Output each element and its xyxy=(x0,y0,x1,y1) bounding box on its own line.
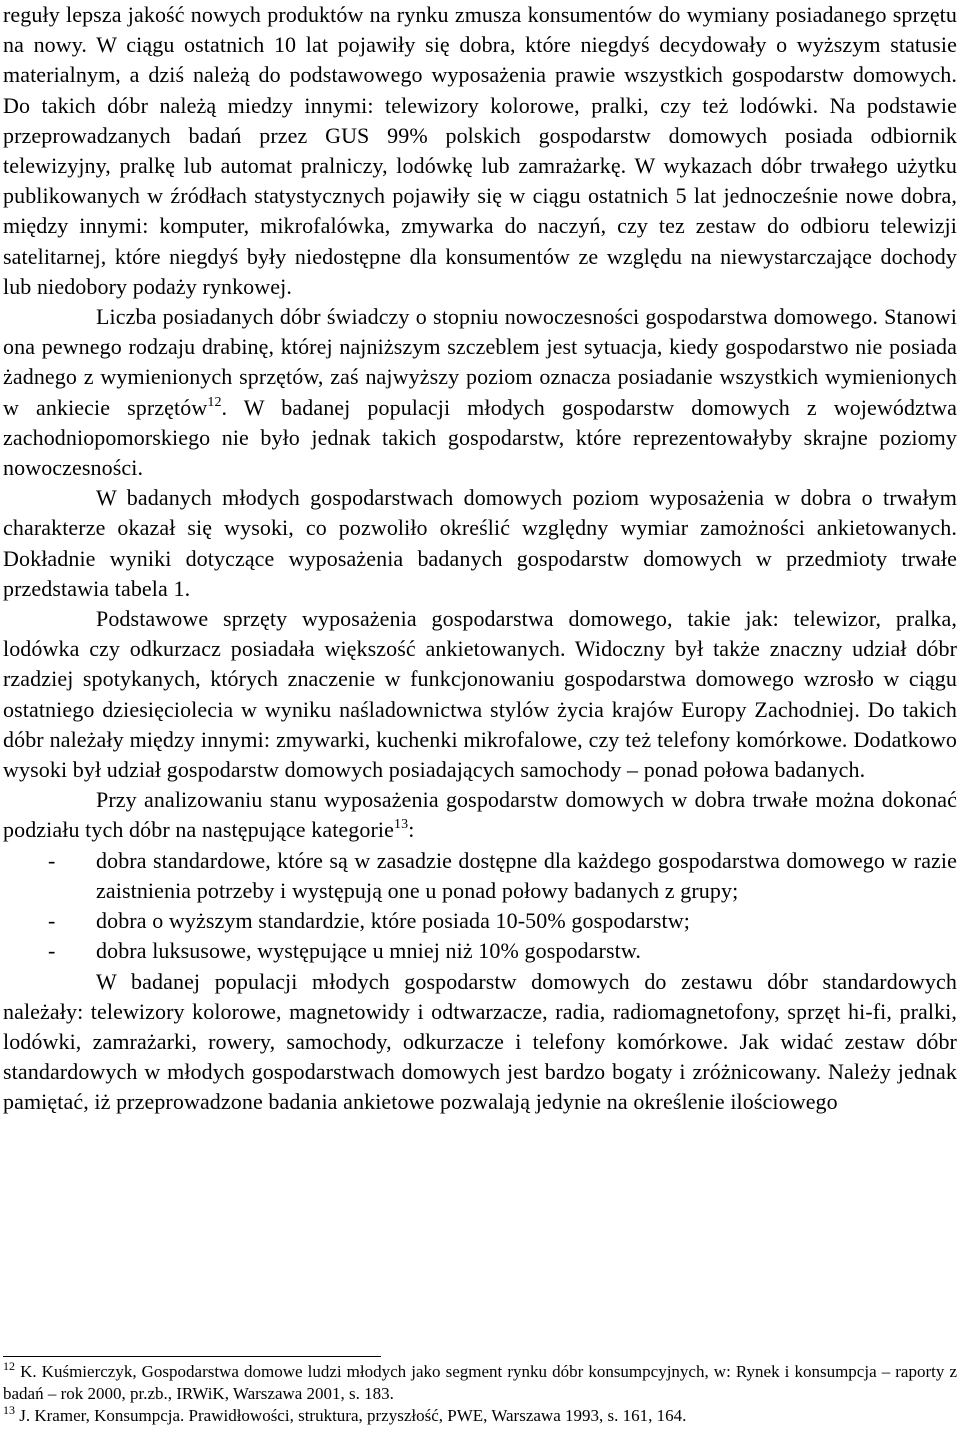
footnote-number: 12 xyxy=(3,1359,15,1373)
paragraph-standard-goods: W badanej populacji młodych gospodarstw domowych do zestawu dóbr standardowych należały: telewizory kolorowe, magnetowidy i odtwarzacze, radia, radiomagnetofony, sprzęt hi-fi, pralki, lodówki, zamrażarki, rowery, samochody, odkurzacze i telefony komórkowe. Jak widać zestaw dóbr standardowych w młodych gospodarstwach domowych jest bardzo bogaty i zróżnicowany. Należy jednak pamiętać, iż przeprowadzone badania ankietowe pozwalają jedynie na określenie ilościowego xyxy=(3,968,957,1115)
list-item xyxy=(3,846,957,906)
footnote-12 xyxy=(3,1361,957,1405)
footnote-ref-12: 12 xyxy=(207,394,222,410)
list-item-text: dobra luksusowe, występujące u mniej niż 10% gospodarstw. xyxy=(96,938,642,964)
list-dash: - xyxy=(48,908,56,934)
footnote-separator xyxy=(3,1356,381,1357)
paragraph-text: : xyxy=(408,817,415,843)
footnote-text: K. Kuśmierczyk, Gospodarstwa domowe ludzi młodych jako segment rynku dóbr konsumpcyjnych, w: Rynek i konsumpcja – raporty z badań – rok 2000, pr.zb., IRWiK, Warszawa 2001, s. 183. xyxy=(3,1362,957,1403)
list-item-text: dobra o wyższym standardzie, które posiada 10-50% gospodarstw; xyxy=(96,908,690,934)
list-item xyxy=(3,936,957,966)
goods-categories-list xyxy=(3,846,957,967)
list-item-text: dobra standardowe, które są w zasadzie dostępne dla każdego gospodarstwa domowego w razie zaistnienia potrzeby i występują one u ponad połowy badanych z grupy; xyxy=(96,847,957,903)
paragraph-modernity-level xyxy=(3,302,957,483)
paragraph-basic-equipment: Podstawowe sprzęty wyposażenia gospodarstwa domowego, takie jak: telewizor, pralka, lodówka czy odkurzacz posiadała większość ankietowanych. Widoczny był także znaczny udział dóbr rzadziej spotykanych, których znaczenie w funkcjonowaniu gospodarstwa domowego wzrosło w ciągu ostatniego dziesięciolecia w wyniku naśladownictwa stylów życia krajów Europy Zachodniej. Do takich dóbr należały między innymi: zmywarki, kuchenki mikrofalowe, czy też telefony komórkowe. Dodatkowo wysoki był udział gospodarstw domowych posiadających samochody – ponad połowa badanych. xyxy=(3,606,957,783)
footnotes-section xyxy=(3,1356,957,1427)
paragraph-durable-goods-intro: reguły lepsza jakość nowych produktów na rynku zmusza konsumentów do wymiany posiadanego sprzętu na nowy. W ciągu ostatnich 10 lat pojawiły się dobra, które niegdyś decydowały o wyższym statusie materialnym, a dziś należą do podstawowego wyposażenia prawie wszystkich gospodarstw domowych. Do takich dóbr należą miedzy innymi: telewizory kolorowe, pralki, czy też lodówki. Na podstawie przeprowadzanych badań przez GUS 99% polskich gospodarstw domowych posiada odbiornik telewizyjny, pralkę lub automat pralniczy, lodówkę lub zamrażarkę. W wykazach dóbr trwałego użytku publikowanych w źródłach statystycznych pojawiły się w ciągu ostatnich 5 lat jednocześnie nowe dobra, między innymi: komputer, mikrofalówka, zmywarka do naczyń, czy tez zestaw do odbioru telewizji satelitarnej, które niegdyś były niedostępne dla konsumentów ze względu na niewystarczające dochody lub niedobory podaży rynkowej. xyxy=(3,2,957,299)
footnote-13 xyxy=(3,1405,957,1427)
document-page xyxy=(3,0,957,1118)
footnote-text: J. Kramer, Konsumpcja. Prawidłowości, struktura, przyszłość, PWE, Warszawa 1993, s. 161, 164. xyxy=(15,1406,687,1425)
paragraph-text: Liczba posiadanych dóbr świadczy o stopniu nowoczesności gospodarstwa domowego. Stanowi ona pewnego rodzaju drabinę, której najniższym szczeblem jest sytuacja, kiedy gospodarstwo nie posiada żadnego z wymienionych sprzętów, zaś najwyższy poziom oznacza posiadanie wszystkich wymienionych w ankiecie sprzętów xyxy=(3,304,957,420)
paragraph-categories-intro xyxy=(3,785,957,845)
paragraph-text: Przy analizowaniu stanu wyposażenia gospodarstw domowych w dobra trwałe można dokonać podziału tych dóbr na następujące kategorie xyxy=(3,787,957,843)
footnote-ref-13: 13 xyxy=(393,817,409,833)
footnote-number: 13 xyxy=(3,1403,15,1417)
list-dash: - xyxy=(48,938,56,964)
list-item xyxy=(3,906,957,936)
list-dash: - xyxy=(48,847,56,873)
paragraph-equipment-level: W badanych młodych gospodarstwach domowych poziom wyposażenia w dobra o trwałym charakterze okazał się wysoki, co pozwoliło określić względny wymiar zamożności ankietowanych. Dokładnie wyniki dotyczące wyposażenia badanych gospodarstw domowych w przedmioty trwałe przedstawia tabela 1. xyxy=(3,485,957,601)
paragraph-text: . W badanej populacji młodych gospodarstw domowych z województwa zachodniopomorskiego nie było jednak takich gospodarstw, które reprezentowałyby skrajne poziomy nowoczesności. xyxy=(3,394,957,481)
